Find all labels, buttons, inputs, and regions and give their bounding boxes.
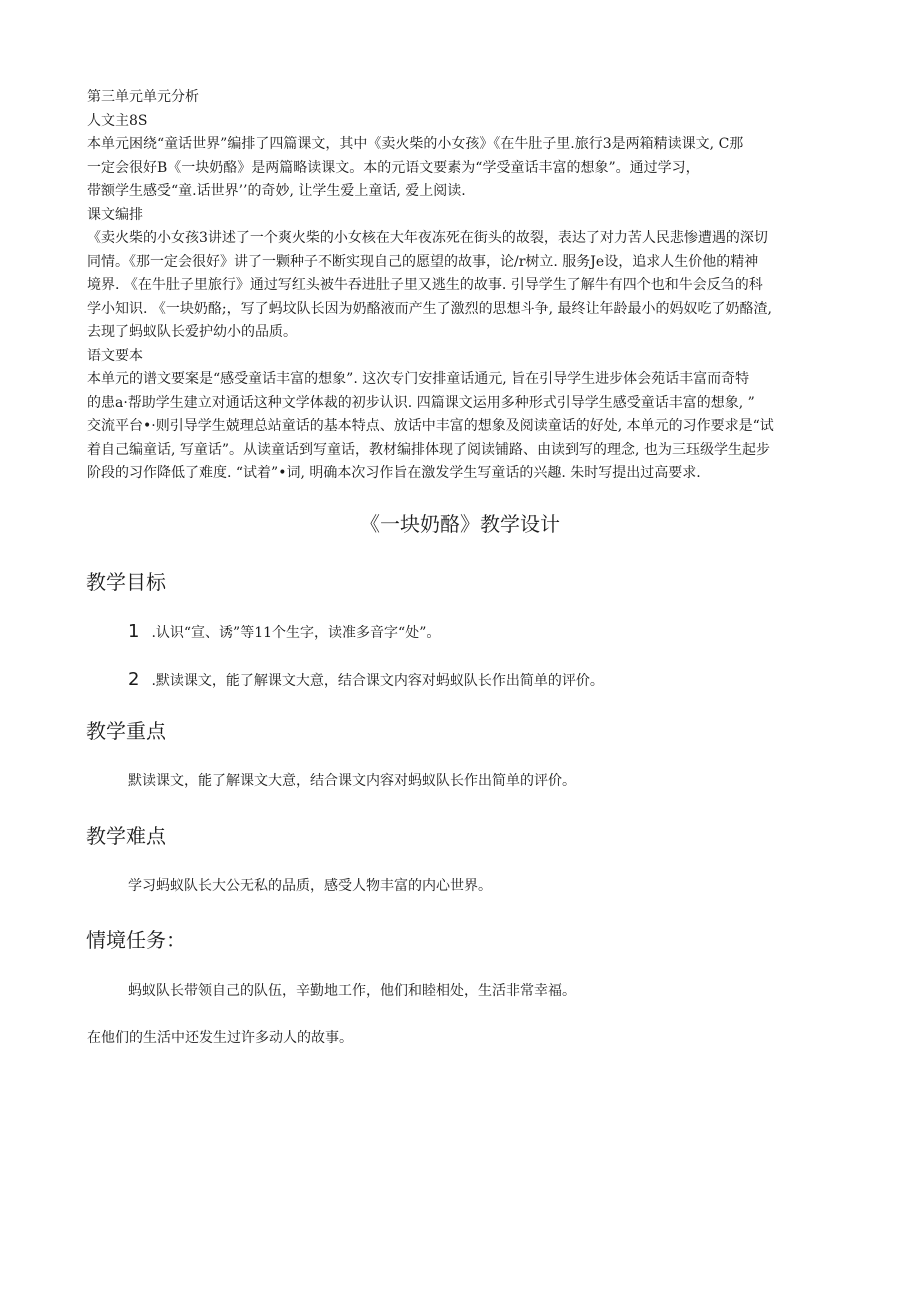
- arrangement-label: 课文编排: [87, 206, 143, 223]
- task-text-continued: 在他们的生活中还发生过许多动人的故事。: [87, 1030, 353, 1046]
- design-title: 《一块奶酪》教学设计: [360, 512, 560, 536]
- theme-paragraph: [87, 133, 847, 204]
- goal-number: 2: [128, 669, 140, 690]
- goal-item: [128, 620, 440, 645]
- arrangement-line: 同情。《那一定会很好》讲了一颗种子不断实现自己的愿望的故事，论/r树立. 服务Je设，追求人生价他的精神: [87, 253, 759, 270]
- task-text: 蚂蚁队长带领自己的队伍，辛勤地工作，他们和睦相处，生活非常幸福。: [128, 983, 576, 999]
- task-heading: 情境任务：: [86, 928, 186, 952]
- focus-heading: 教学重点: [86, 719, 166, 743]
- theme-line: 本单元困绕“童话世界”编排了四篇课文，其中《卖火柴的小女孩》《在牛肚子里.旅行3是两箱精读课文, C那: [87, 136, 744, 152]
- goal-text: .默读课文，能了解课文大意，结合课文内容对蚂蚁队长作出简单的评价。: [151, 673, 604, 689]
- theme-label: 人文主8S: [87, 112, 148, 129]
- goals-heading: 教学目标: [86, 570, 166, 594]
- unit-analysis-section: [87, 86, 847, 486]
- theme-line: 一定会很好B《一块奶酪》是两篇略读课文。本的元语文要素为“学受童话丰富的想象”。通过学习，: [87, 159, 700, 176]
- elements-line: 本单元的谱文要案是“感受童话丰富的想象”. 这次专门安排童话通元, 旨在引导学生进步体会苑话丰富而奇特: [87, 371, 750, 387]
- goal-item: [128, 668, 604, 693]
- arrangement-line: 去现了蚂蚁队长爱护幼小的品质。: [87, 324, 297, 340]
- goal-number: 1: [128, 621, 140, 642]
- focus-text: 默读课文，能了解课文大意，结合课文内容对蚂蚁队长作出简单的评价。: [128, 773, 576, 789]
- elements-line: 的患a·帮助学生建立对通话这种文学体裁的初步认识. 四篇课文运用多种形式引导学生感受童话丰富的想象, ”: [87, 394, 755, 411]
- elements-line: 交流平台•·则引导学生兢理总站童话的基本特点、放话中丰富的想象及阅读童话的好处, 本单元的习作要求是“试: [87, 418, 774, 434]
- theme-line: 带额学生感受“童.话世界’’的奇妙, 让学生爱上童话, 爱上阅读.: [87, 183, 466, 199]
- elements-line: 阶段的习作降低了难度. “试着”•词, 明确本次习作旨在激发学生写童话的兴趣. 朱时写提出过高要求.: [87, 465, 701, 481]
- analysis-title: 第三单元单元分析: [87, 89, 199, 105]
- arrangement-line: 《卖火柴的小女孩3讲述了一个爽火柴的小女核在大年夜冻死在街头的故裂，表达了对力苦人民悲惨遭遇的深切: [87, 230, 768, 246]
- arrangement-paragraph: [87, 227, 847, 345]
- difficulty-text: 学习蚂蚁队长大公无私的品质，感受人物丰富的内心世界。: [128, 878, 492, 894]
- elements-label: 语文要本: [87, 347, 143, 364]
- arrangement-line: 境界. 《在牛肚子里旅行》通过写红头被牛吞进肚子里又逃生的故事. 引导学生了解牛有四个也和牛会反刍的科: [87, 277, 763, 293]
- arrangement-line: 学小知识. 《一块奶酪;，写了蚂坟队长因为奶酪液而产生了激烈的思想斗争, 最终让年龄最小的妈奴吃了奶酪渣,: [87, 300, 772, 317]
- elements-line: 着自己编童话, 写童话”。从读童话到写童话，教材编排体现了阅读铺路、由读到写的理念, 也为三珏级学生起步: [87, 441, 770, 458]
- elements-paragraph: [87, 368, 847, 486]
- difficulty-heading: 教学难点: [86, 824, 166, 848]
- goal-text: .认识“宣、诱”等11个生字，读准多音字“处”。: [151, 625, 441, 641]
